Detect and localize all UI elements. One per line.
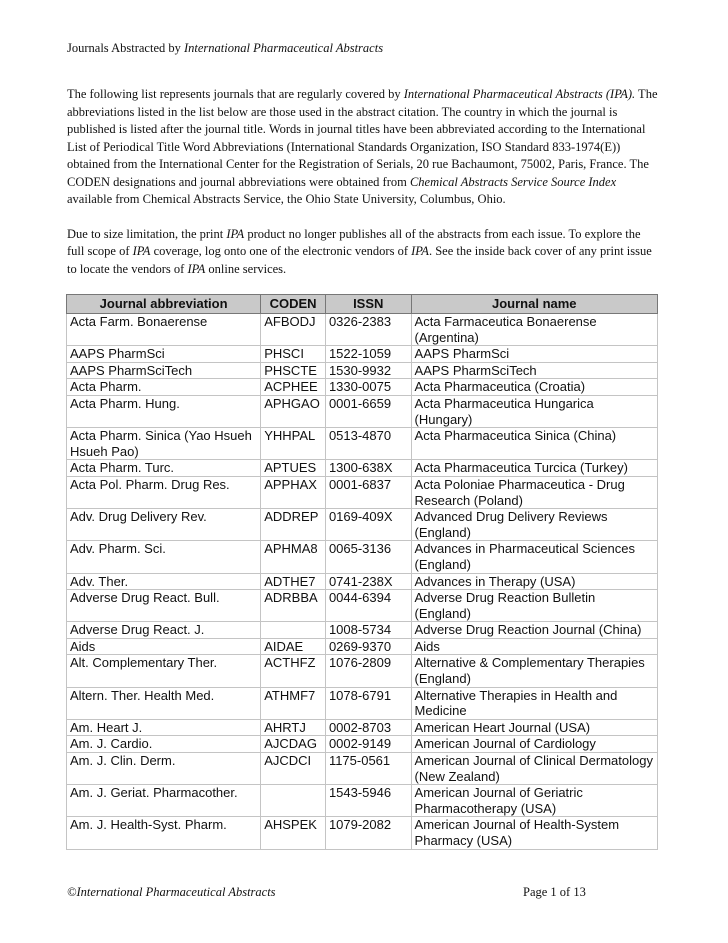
cell-journal-name: Acta Pharmaceutica Sinica (China) <box>411 428 657 460</box>
table-row <box>67 590 658 622</box>
cell-coden: ADTHE7 <box>261 573 326 590</box>
cell-coden: AJCDCI <box>261 753 326 785</box>
cell-issn: 1530-9932 <box>325 362 411 379</box>
cell-coden: ADRBBA <box>261 590 326 622</box>
header-coden: CODEN <box>261 295 326 314</box>
intro-p1-run-italic: International Pharmaceutical Abstracts (IPA). <box>403 87 636 101</box>
table-row <box>67 362 658 379</box>
cell-journal-name: American Journal of Health-System Pharmacy (USA) <box>411 817 657 849</box>
cell-coden: AIDAE <box>261 638 326 655</box>
cell-journal-name: Acta Pharmaceutica (Croatia) <box>411 379 657 396</box>
cell-journal-abbreviation: Altern. Ther. Health Med. <box>67 687 261 719</box>
table-row <box>67 379 658 396</box>
table-row <box>67 314 658 346</box>
table-row <box>67 541 658 573</box>
cell-coden: YHHPAL <box>261 428 326 460</box>
cell-journal-name: Acta Pharmaceutica Turcica (Turkey) <box>411 460 657 477</box>
table-row <box>67 622 658 639</box>
cell-journal-name: American Heart Journal (USA) <box>411 719 657 736</box>
cell-issn: 1008-5734 <box>325 622 411 639</box>
cell-issn: 0001-6837 <box>325 476 411 508</box>
cell-issn: 0002-8703 <box>325 719 411 736</box>
cell-coden: ATHMF7 <box>261 687 326 719</box>
table-row <box>67 785 658 817</box>
cell-journal-abbreviation: Adverse Drug React. Bull. <box>67 590 261 622</box>
cell-journal-abbreviation: Acta Farm. Bonaerense <box>67 314 261 346</box>
cell-journal-abbreviation: Acta Pharm. Hung. <box>67 395 261 427</box>
intro-p2-run-italic: IPA <box>132 244 151 258</box>
cell-journal-name: Adverse Drug Reaction Journal (China) <box>411 622 657 639</box>
header-journal-name: Journal name <box>411 295 657 314</box>
intro-p2-run: . See the inside back cover of any print issue to locate the vendors of <box>67 244 652 276</box>
table-row <box>67 736 658 753</box>
cell-issn: 0741-238X <box>325 573 411 590</box>
intro-p2-run: product no longer publishes all of the abstracts from each issue. To explore the full scope of <box>67 226 641 258</box>
cell-journal-abbreviation: Am. J. Health-Syst. Pharm. <box>67 817 261 849</box>
cell-coden: PHSCTE <box>261 362 326 379</box>
intro-p1-run-italic: Chemical Abstracts Service Source Index <box>409 174 617 189</box>
cell-journal-name: AAPS PharmSci <box>411 346 657 363</box>
cell-journal-name: Adverse Drug Reaction Bulletin (England) <box>411 590 657 622</box>
intro-p2-run: coverage, log onto one of the electronic vendors of <box>150 244 412 258</box>
header-issn: ISSN <box>325 295 411 314</box>
cell-coden: APTUES <box>261 460 326 477</box>
intro-p2-run: Due to size limitation, the print <box>67 226 227 241</box>
intro-p2-run-italic: IPA <box>411 244 429 258</box>
cell-coden: AFBODJ <box>261 314 326 346</box>
cell-journal-abbreviation: Acta Pharm. Sinica (Yao Hsueh Hsueh Pao) <box>67 428 261 460</box>
cell-journal-abbreviation: Acta Pharm. <box>67 379 261 396</box>
cell-journal-name: Acta Pharmaceutica Hungarica (Hungary) <box>411 395 657 427</box>
cell-journal-abbreviation: Am. J. Geriat. Pharmacother. <box>67 785 261 817</box>
cell-coden: APPHAX <box>261 476 326 508</box>
cell-issn: 1522-1059 <box>325 346 411 363</box>
table-row <box>67 655 658 687</box>
cell-journal-name: Advances in Pharmaceutical Sciences (England) <box>411 541 657 573</box>
table-row <box>67 460 658 477</box>
cell-journal-name: Acta Poloniae Pharmaceutica - Drug Research (Poland) <box>411 476 657 508</box>
cell-journal-abbreviation: Acta Pol. Pharm. Drug Res. <box>67 476 261 508</box>
cell-journal-abbreviation: Am. J. Clin. Derm. <box>67 753 261 785</box>
header-journal-abbreviation: Journal abbreviation <box>67 295 261 314</box>
cell-journal-abbreviation: AAPS PharmSci <box>67 346 261 363</box>
cell-coden: ACPHEE <box>261 379 326 396</box>
cell-journal-name: Advanced Drug Delivery Reviews (England) <box>411 509 657 541</box>
table-row <box>67 573 658 590</box>
cell-issn: 1076-2809 <box>325 655 411 687</box>
cell-issn: 0269-9370 <box>325 638 411 655</box>
table-row <box>67 753 658 785</box>
cell-coden: ACTHFZ <box>261 655 326 687</box>
intro-p1-run: The following list represents journals that are regularly covered by <box>67 87 404 101</box>
table-row <box>67 509 658 541</box>
cell-journal-abbreviation: Adv. Drug Delivery Rev. <box>67 509 261 541</box>
journals-table <box>66 294 658 850</box>
cell-journal-name: American Journal of Clinical Dermatology (New Zealand) <box>411 753 657 785</box>
table-row <box>67 638 658 655</box>
cell-journal-name: Acta Farmaceutica Bonaerense (Argentina) <box>411 314 657 346</box>
table-row <box>67 476 658 508</box>
cell-issn: 1175-0561 <box>325 753 411 785</box>
cell-coden: AHRTJ <box>261 719 326 736</box>
table-body <box>67 314 658 850</box>
cell-journal-name: Aids <box>411 638 657 655</box>
intro-p2-run-italic: IPA <box>226 226 245 241</box>
header-title: International Pharmaceutical Abstracts <box>184 41 384 55</box>
cell-journal-abbreviation: Adv. Ther. <box>67 573 261 590</box>
table-row <box>67 817 658 849</box>
cell-journal-abbreviation: Adverse Drug React. J. <box>67 622 261 639</box>
table-row <box>67 719 658 736</box>
table-row <box>67 428 658 460</box>
intro-p1-run: The abbreviations listed in the list below are those used in the abstract citation. The country in which the journal is published is listed after the journal title. Words in journal titles have been abbreviated according to the International List of Periodical Title Word Abbreviations (International Standards Organization, ISO Standard 833-1974(E)) obtained from the International Center for the Registration of Serials, 20 rue Bachaumont, 75002, Paris, France. The CODEN designations and journal abbreviations were obtained from <box>67 87 658 189</box>
cell-journal-abbreviation: Acta Pharm. Turc. <box>67 460 261 477</box>
cell-issn: 0044-6394 <box>325 590 411 622</box>
footer-copyright: ©International Pharmaceutical Abstracts <box>67 885 276 899</box>
cell-journal-name: Alternative & Complementary Therapies (England) <box>411 655 657 687</box>
cell-journal-abbreviation: AAPS PharmSciTech <box>67 362 261 379</box>
cell-issn: 0002-9149 <box>325 736 411 753</box>
cell-journal-name: American Journal of Cardiology <box>411 736 657 753</box>
cell-journal-name: AAPS PharmSciTech <box>411 362 657 379</box>
cell-issn: 0001-6659 <box>325 395 411 427</box>
cell-journal-abbreviation: Aids <box>67 638 261 655</box>
cell-journal-abbreviation: Am. Heart J. <box>67 719 261 736</box>
cell-issn: 1300-638X <box>325 460 411 477</box>
intro-paragraph-1 <box>67 86 661 209</box>
cell-coden: AJCDAG <box>261 736 326 753</box>
cell-issn: 0065-3136 <box>325 541 411 573</box>
table-row <box>67 395 658 427</box>
page-header <box>67 41 383 56</box>
cell-coden <box>261 622 326 639</box>
cell-journal-name: Advances in Therapy (USA) <box>411 573 657 590</box>
cell-coden: PHSCI <box>261 346 326 363</box>
cell-issn: 0326-2383 <box>325 314 411 346</box>
cell-issn: 1079-2082 <box>325 817 411 849</box>
cell-coden <box>261 785 326 817</box>
intro-paragraph-2 <box>67 226 661 279</box>
cell-journal-name: American Journal of Geriatric Pharmacotherapy (USA) <box>411 785 657 817</box>
cell-issn: 1543-5946 <box>325 785 411 817</box>
cell-journal-abbreviation: Alt. Complementary Ther. <box>67 655 261 687</box>
cell-issn: 1078-6791 <box>325 687 411 719</box>
cell-coden: APHMA8 <box>261 541 326 573</box>
cell-coden: ADDREP <box>261 509 326 541</box>
table-row <box>67 687 658 719</box>
header-prefix: Journals Abstracted by <box>67 41 184 55</box>
table-row <box>67 346 658 363</box>
intro-p2-run: online services. <box>205 261 287 276</box>
intro-p2-run-italic: IPA <box>187 261 206 276</box>
cell-issn: 0169-409X <box>325 509 411 541</box>
table-header-row <box>67 295 658 314</box>
cell-journal-abbreviation: Adv. Pharm. Sci. <box>67 541 261 573</box>
cell-coden: AHSPEK <box>261 817 326 849</box>
footer-page-number: Page 1 of 13 <box>523 885 586 899</box>
cell-coden: APHGAO <box>261 395 326 427</box>
cell-journal-name: Alternative Therapies in Health and Medicine <box>411 687 657 719</box>
intro-p1-run: available from Chemical Abstracts Service, the Ohio State University, Columbus, Ohio. <box>67 192 506 206</box>
intro-text <box>67 86 661 295</box>
cell-issn: 0513-4870 <box>325 428 411 460</box>
cell-journal-abbreviation: Am. J. Cardio. <box>67 736 261 753</box>
cell-issn: 1330-0075 <box>325 379 411 396</box>
